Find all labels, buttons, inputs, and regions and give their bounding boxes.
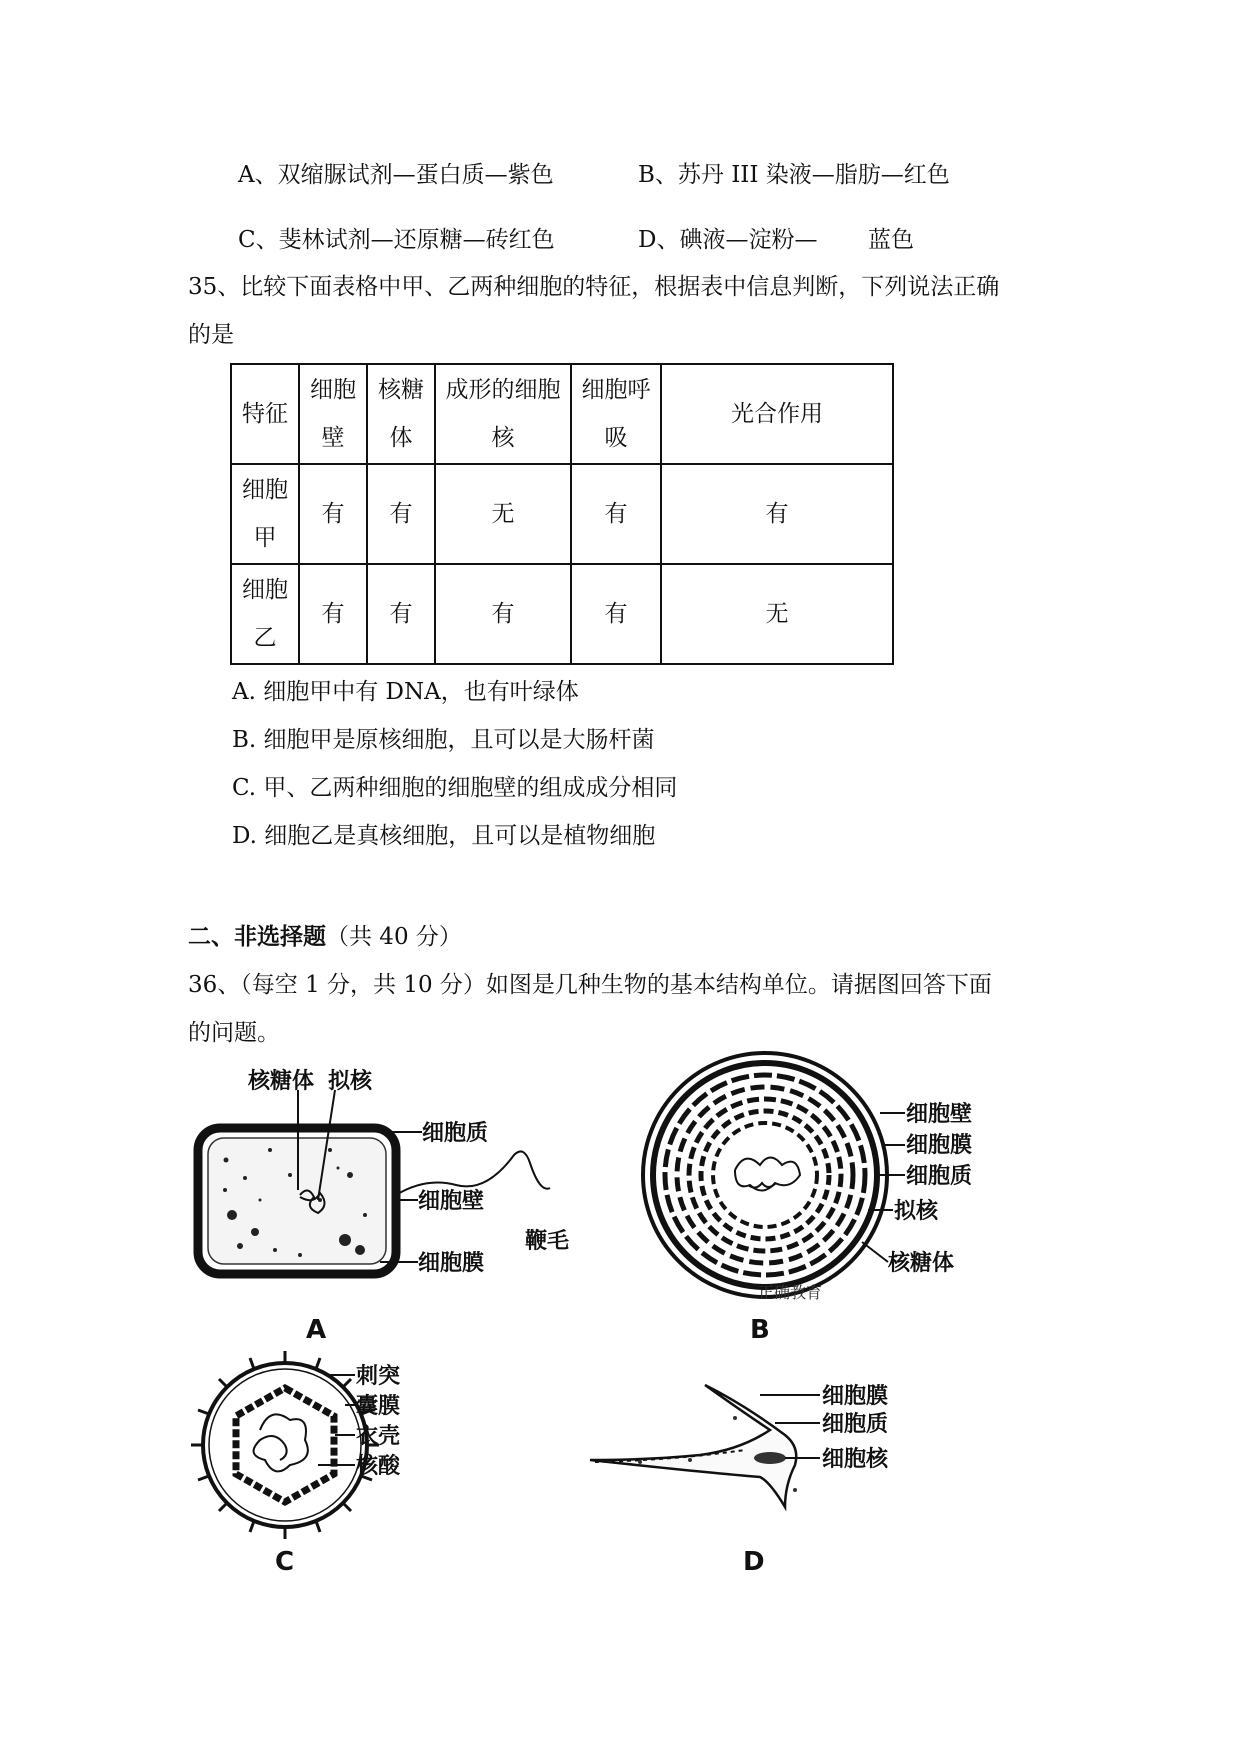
figure-d-cell xyxy=(590,1384,889,1577)
label-c-spike: 刺突 xyxy=(356,1364,401,1389)
table-cell: 有 xyxy=(571,464,661,564)
label-b-cell-membrane: 细胞膜 xyxy=(906,1133,973,1158)
table-header-cell: 细胞呼 吸 xyxy=(571,364,661,464)
q35-option-b: B. 细胞甲是原核细胞，且可以是大肠杆菌 xyxy=(232,727,655,753)
q34-option-d: D、碘液—淀粉— xyxy=(638,227,818,253)
label-a-nucleoid: 拟核 xyxy=(328,1069,373,1094)
q35-option-c: C. 甲、乙两种细胞的细胞壁的组成成分相同 xyxy=(232,775,678,801)
q35-option-a: A. 细胞甲中有 DNA，也有叶绿体 xyxy=(232,679,579,705)
q34-option-c: C、斐林试剂—还原糖—砖红色 xyxy=(238,227,555,253)
table-cell: 有 xyxy=(661,464,893,564)
label-d-cytoplasm: 细胞质 xyxy=(822,1412,889,1437)
cell-d-outline xyxy=(590,1385,796,1507)
q35-option-d: D. 细胞乙是真核细胞，且可以是植物细胞 xyxy=(232,823,656,849)
label-a-cytoplasm: 细胞质 xyxy=(422,1121,489,1146)
table-header-cell: 特征 xyxy=(231,364,299,464)
label-d-nucleus: 细胞核 xyxy=(822,1447,889,1472)
label-a-flagellum: 鞭毛 xyxy=(525,1229,570,1254)
section-title-score: （共 40 分） xyxy=(326,924,462,950)
label-c-capsid: 衣壳 xyxy=(356,1424,401,1449)
table-cell: 有 xyxy=(435,564,571,664)
figure-b-cell xyxy=(643,1053,972,1345)
label-b-cell-wall: 细胞壁 xyxy=(906,1102,973,1127)
label-a-ribosome: 核糖体 xyxy=(248,1069,315,1094)
table-header-cell: 细胞 壁 xyxy=(299,364,367,464)
label-b-cytoplasm: 细胞质 xyxy=(906,1164,973,1189)
table-cell: 无 xyxy=(661,564,893,664)
figure-a-bacterium xyxy=(198,1068,569,1345)
cell-d-nucleus xyxy=(754,1452,786,1464)
label-b-nucleoid: 拟核 xyxy=(894,1199,939,1224)
table-row-label: 细胞 乙 xyxy=(231,564,299,664)
label-d-cell-membrane: 细胞膜 xyxy=(822,1384,889,1409)
table-cell: 无 xyxy=(435,464,571,564)
table-row-label: 细胞 甲 xyxy=(231,464,299,564)
q36-stem-line1: 36、（每空 1 分，共 10 分）如图是几种生物的基本结构单位。请据图回答下面 xyxy=(188,972,992,998)
q35-stem-line1: 35、比较下面表格中甲、乙两种细胞的特征，根据表中信息判断，下列说法正确 xyxy=(188,274,1000,300)
q36-stem-line2: 的问题。 xyxy=(188,1020,280,1046)
q34-option-d-answer: 蓝色 xyxy=(868,227,914,253)
table-cell: 有 xyxy=(571,564,661,664)
table-header-cell: 核糖 体 xyxy=(367,364,435,464)
section-title-bold: 二、非选择题 xyxy=(188,924,326,950)
table-cell: 有 xyxy=(367,464,435,564)
figure-d-letter: D xyxy=(743,1547,765,1577)
label-c-nucleic-acid: 核酸 xyxy=(356,1454,401,1479)
label-a-cell-wall: 细胞壁 xyxy=(418,1189,485,1214)
figure-c-letter: C xyxy=(275,1547,295,1577)
table-cell: 有 xyxy=(299,464,367,564)
figure-c-virus xyxy=(191,1351,401,1577)
label-c-envelope: 囊膜 xyxy=(356,1394,401,1419)
table-header-cell: 成形的细胞 核 xyxy=(435,364,571,464)
q34-option-a: A、双缩脲试剂—蛋白质—紫色 xyxy=(238,162,554,188)
q34-option-b: B、苏丹 III 染液—脂肪—红色 xyxy=(638,162,950,188)
label-a-cell-membrane: 细胞膜 xyxy=(418,1251,485,1276)
watermark-text: 正确教育 xyxy=(758,1283,823,1302)
label-b-ribosome: 核糖体 xyxy=(888,1251,955,1276)
table-cell: 有 xyxy=(367,564,435,664)
q35-stem-line2: 的是 xyxy=(188,322,234,348)
table-header-cell: 光合作用 xyxy=(661,364,893,464)
table-cell: 有 xyxy=(299,564,367,664)
figure-a-letter: A xyxy=(306,1315,327,1345)
figure-b-letter: B xyxy=(750,1315,770,1345)
